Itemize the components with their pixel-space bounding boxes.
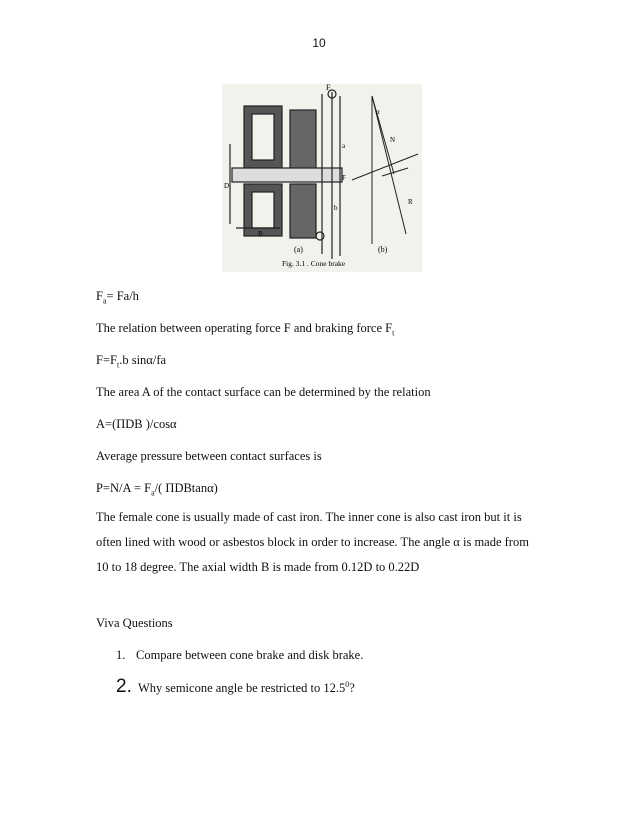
material-paragraph: The female cone is usually made of cast iron. The inner cone is also cast iron but it is often lined with wood or asbestos block in order to increase. The angle α is made from 10 to 18 degree. The axial width B is made from 0.12D to 0.22D	[96, 510, 529, 574]
fa-symbol: F	[96, 289, 103, 303]
resultant-label: R	[408, 198, 413, 206]
dim-a-label: a	[342, 142, 346, 150]
pressure-equation	[96, 481, 218, 498]
fa-expression: = Fa/h	[106, 289, 139, 303]
cone-brake-figure	[222, 84, 422, 272]
force-eq-prefix: F=F	[96, 353, 117, 367]
question-1-text: Compare between cone brake and disk brake.	[136, 648, 364, 662]
normal-force-label: N	[390, 136, 396, 144]
alpha-label: α	[376, 108, 380, 116]
force-equation	[96, 353, 166, 370]
cone-brake-drawing	[222, 84, 422, 272]
figure-label-a: (a)	[294, 245, 303, 254]
pressure-eq-rest: /( ΠDBtanα)	[154, 481, 218, 495]
viva-heading: Viva Questions	[96, 616, 173, 630]
relation-intro	[96, 321, 394, 338]
fa-equation	[96, 289, 139, 306]
width-b-label: B	[258, 230, 263, 238]
figure-caption: Fig. 3.1 . Cone brake	[282, 259, 346, 268]
relation-subscript: t	[392, 328, 395, 338]
question-2-number: 2.	[116, 676, 132, 697]
force-eq-subscript: t	[116, 360, 120, 370]
brake-assembly-a	[230, 90, 342, 259]
question-1-number: 1.	[116, 648, 126, 662]
fa-subscript: a	[102, 296, 107, 306]
question-2-prefix: Why semicone angle be restricted to 12.5	[138, 681, 346, 696]
force-diagram-b	[352, 96, 418, 244]
force-f-label: F	[326, 84, 331, 92]
area-intro: The area A of the contact surface can be determined by the relation	[96, 385, 431, 399]
pressure-intro: Average pressure between contact surfaces is	[96, 449, 322, 463]
dim-b-label: b	[334, 204, 338, 212]
diameter-d-label: D	[224, 182, 230, 190]
pressure-eq-prefix: P=N/A = F	[96, 481, 152, 495]
question-2-superscript: 0	[345, 680, 350, 689]
force-eq-rest: .b sinα/fa	[119, 353, 167, 367]
relation-text: The relation between operating force F and braking force F	[96, 321, 393, 335]
figure-label-b: (b)	[378, 245, 388, 254]
page-number: 10	[312, 36, 326, 50]
area-equation: A=(ΠDB )/cosα	[96, 417, 177, 431]
pressure-eq-subscript: a	[151, 488, 155, 498]
question-2-text	[138, 680, 355, 696]
question-2-suffix: ?	[349, 681, 355, 696]
force-fa-label: F	[342, 174, 346, 182]
